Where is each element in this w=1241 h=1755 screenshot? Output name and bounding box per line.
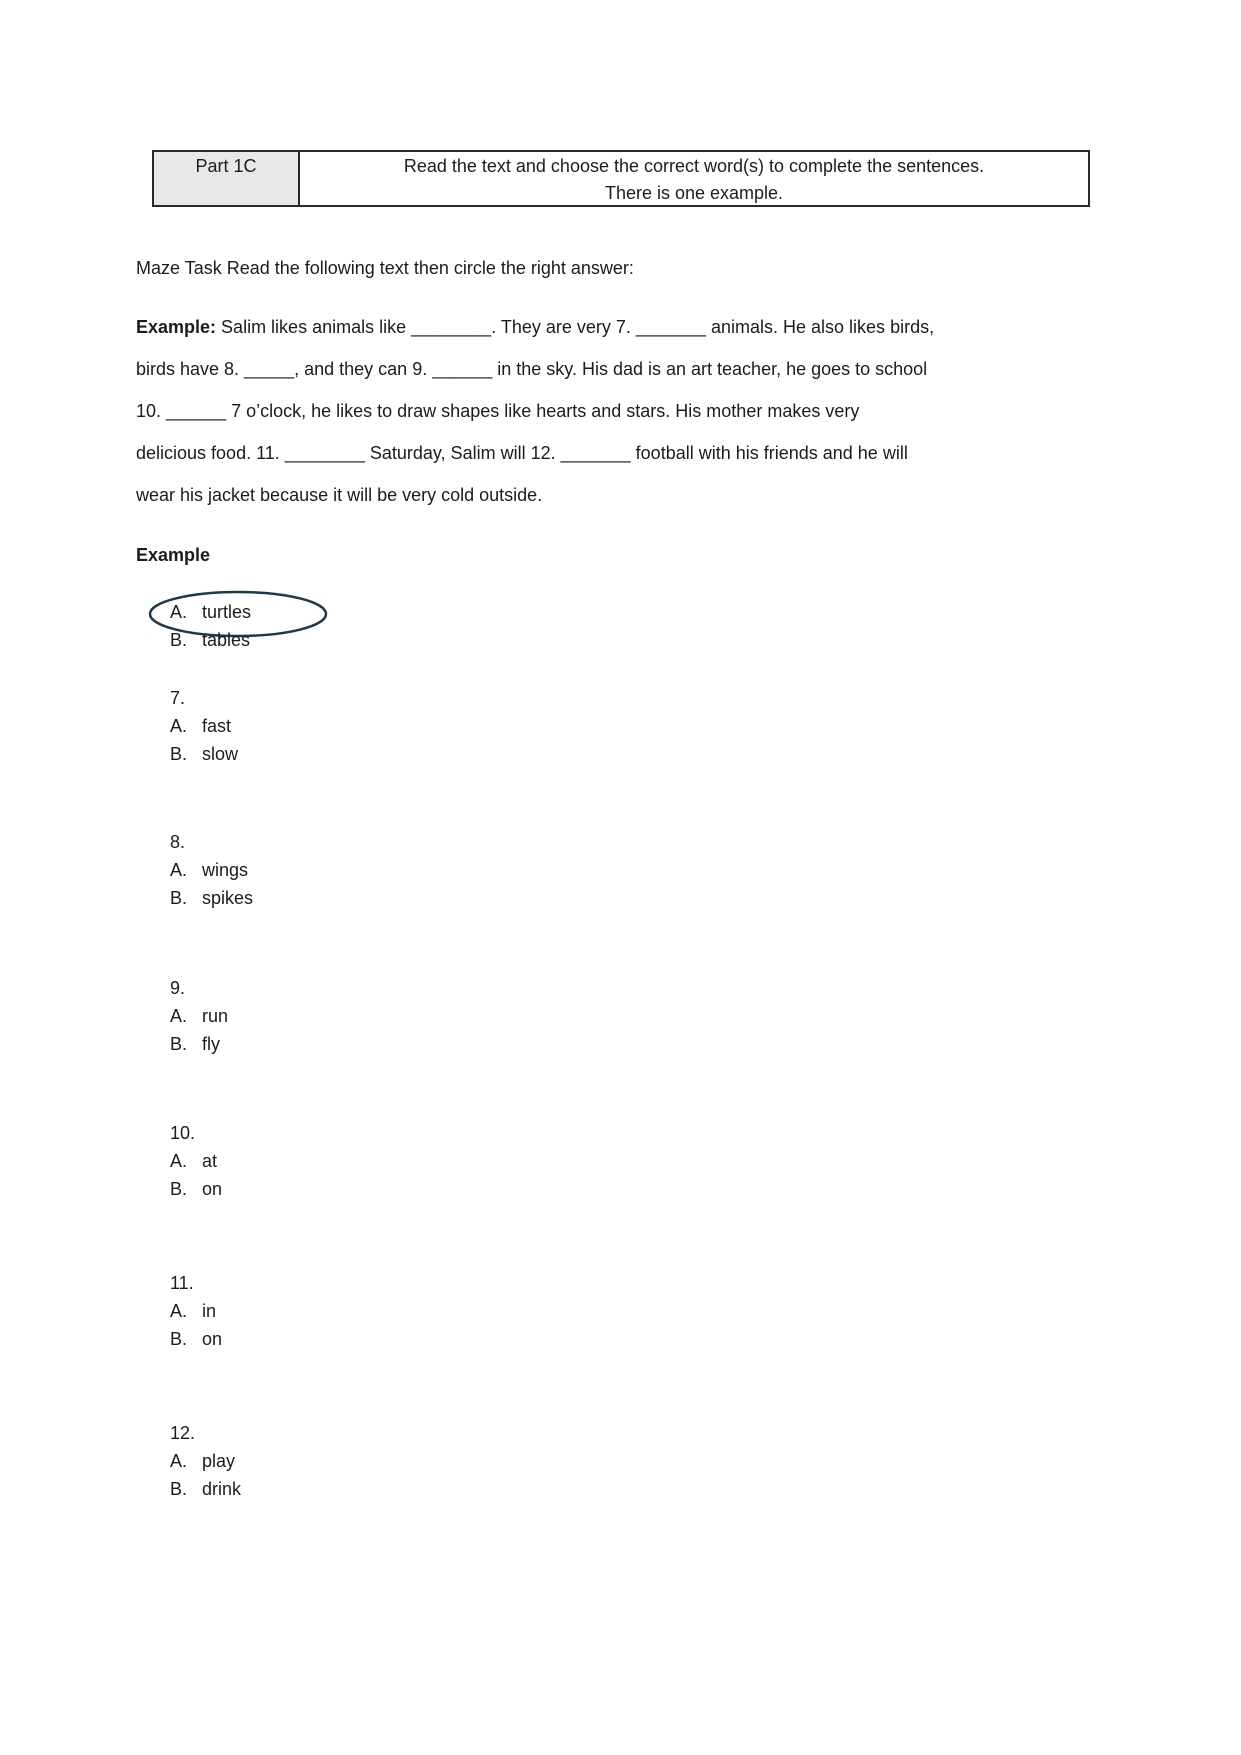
question-number: 11. — [170, 1273, 194, 1293]
option-letter: A. — [170, 860, 188, 880]
option-text: turtles — [202, 602, 252, 622]
option-letter: B. — [170, 888, 188, 908]
question-12 — [170, 1419, 241, 1503]
option-letter: B. — [170, 744, 188, 764]
instruction-line-1: Read the text and choose the correct word(s) to complete the sentences. — [403, 156, 985, 176]
option-row — [170, 598, 251, 626]
question-7 — [170, 684, 238, 768]
question-11 — [170, 1269, 222, 1353]
option-row — [170, 1147, 222, 1175]
option-letter: B. — [170, 1479, 188, 1499]
question-example — [170, 598, 251, 654]
instruction-cell — [300, 152, 1088, 205]
option-row — [170, 626, 251, 654]
option-letter: A. — [170, 716, 188, 736]
option-text: fly — [202, 1034, 220, 1054]
passage-line-4: delicious food. 11. ________ Saturday, Salim will 12. _______ football with his friends and he will — [136, 443, 908, 463]
question-9 — [170, 974, 228, 1058]
option-text: spikes — [202, 888, 254, 908]
task-intro: Maze Task Read the following text then circle the right answer: — [136, 258, 634, 278]
option-row — [170, 884, 253, 912]
option-text: wings — [202, 860, 249, 880]
option-row — [170, 856, 253, 884]
passage-line-1-text: Salim likes animals like ________. They are very 7. _______ animals. He also likes birds, — [216, 317, 935, 337]
option-row — [170, 1002, 228, 1030]
option-row — [170, 1475, 241, 1503]
option-row — [170, 1175, 222, 1203]
passage-line-5: wear his jacket because it will be very cold outside. — [136, 485, 543, 505]
option-letter: A. — [170, 1451, 188, 1471]
option-text: fast — [202, 716, 232, 736]
option-letter: B. — [170, 630, 188, 650]
option-letter: A. — [170, 1006, 188, 1026]
option-letter: A. — [170, 602, 188, 622]
instruction-line-2: There is one example. — [604, 183, 784, 203]
question-8 — [170, 828, 253, 912]
option-text: on — [202, 1329, 223, 1349]
question-10 — [170, 1119, 222, 1203]
question-number: 10. — [170, 1123, 196, 1143]
passage-line-1 — [136, 313, 934, 341]
option-text: tables — [202, 630, 251, 650]
option-text: slow — [202, 744, 239, 764]
option-row — [170, 1297, 222, 1325]
option-row — [170, 1325, 222, 1353]
passage-line-2: birds have 8. _____, and they can 9. ______ in the sky. His dad is an art teacher, he goes to school — [136, 359, 928, 379]
option-text: run — [202, 1006, 229, 1026]
option-letter: A. — [170, 1301, 188, 1321]
option-letter: B. — [170, 1179, 188, 1199]
question-number: 8. — [170, 832, 186, 852]
passage-line-3: 10. ______ 7 o’clock, he likes to draw shapes like hearts and stars. His mother makes very — [136, 401, 860, 421]
part-label-cell: Part 1C — [154, 152, 300, 205]
option-text: at — [202, 1151, 218, 1171]
option-text: in — [202, 1301, 217, 1321]
option-letter: A. — [170, 1151, 188, 1171]
option-row — [170, 1030, 228, 1058]
part-header-table — [152, 150, 1090, 207]
question-number: 12. — [170, 1423, 196, 1443]
option-text: play — [202, 1451, 236, 1471]
passage-example-label: Example: — [136, 317, 217, 337]
option-row — [170, 712, 238, 740]
example-heading: Example — [136, 545, 211, 565]
option-row — [170, 1447, 241, 1475]
option-letter: B. — [170, 1329, 188, 1349]
question-number: 9. — [170, 978, 186, 998]
option-row — [170, 740, 238, 768]
option-text: on — [202, 1179, 223, 1199]
option-letter: B. — [170, 1034, 188, 1054]
option-text: drink — [202, 1479, 242, 1499]
question-number: 7. — [170, 688, 186, 708]
